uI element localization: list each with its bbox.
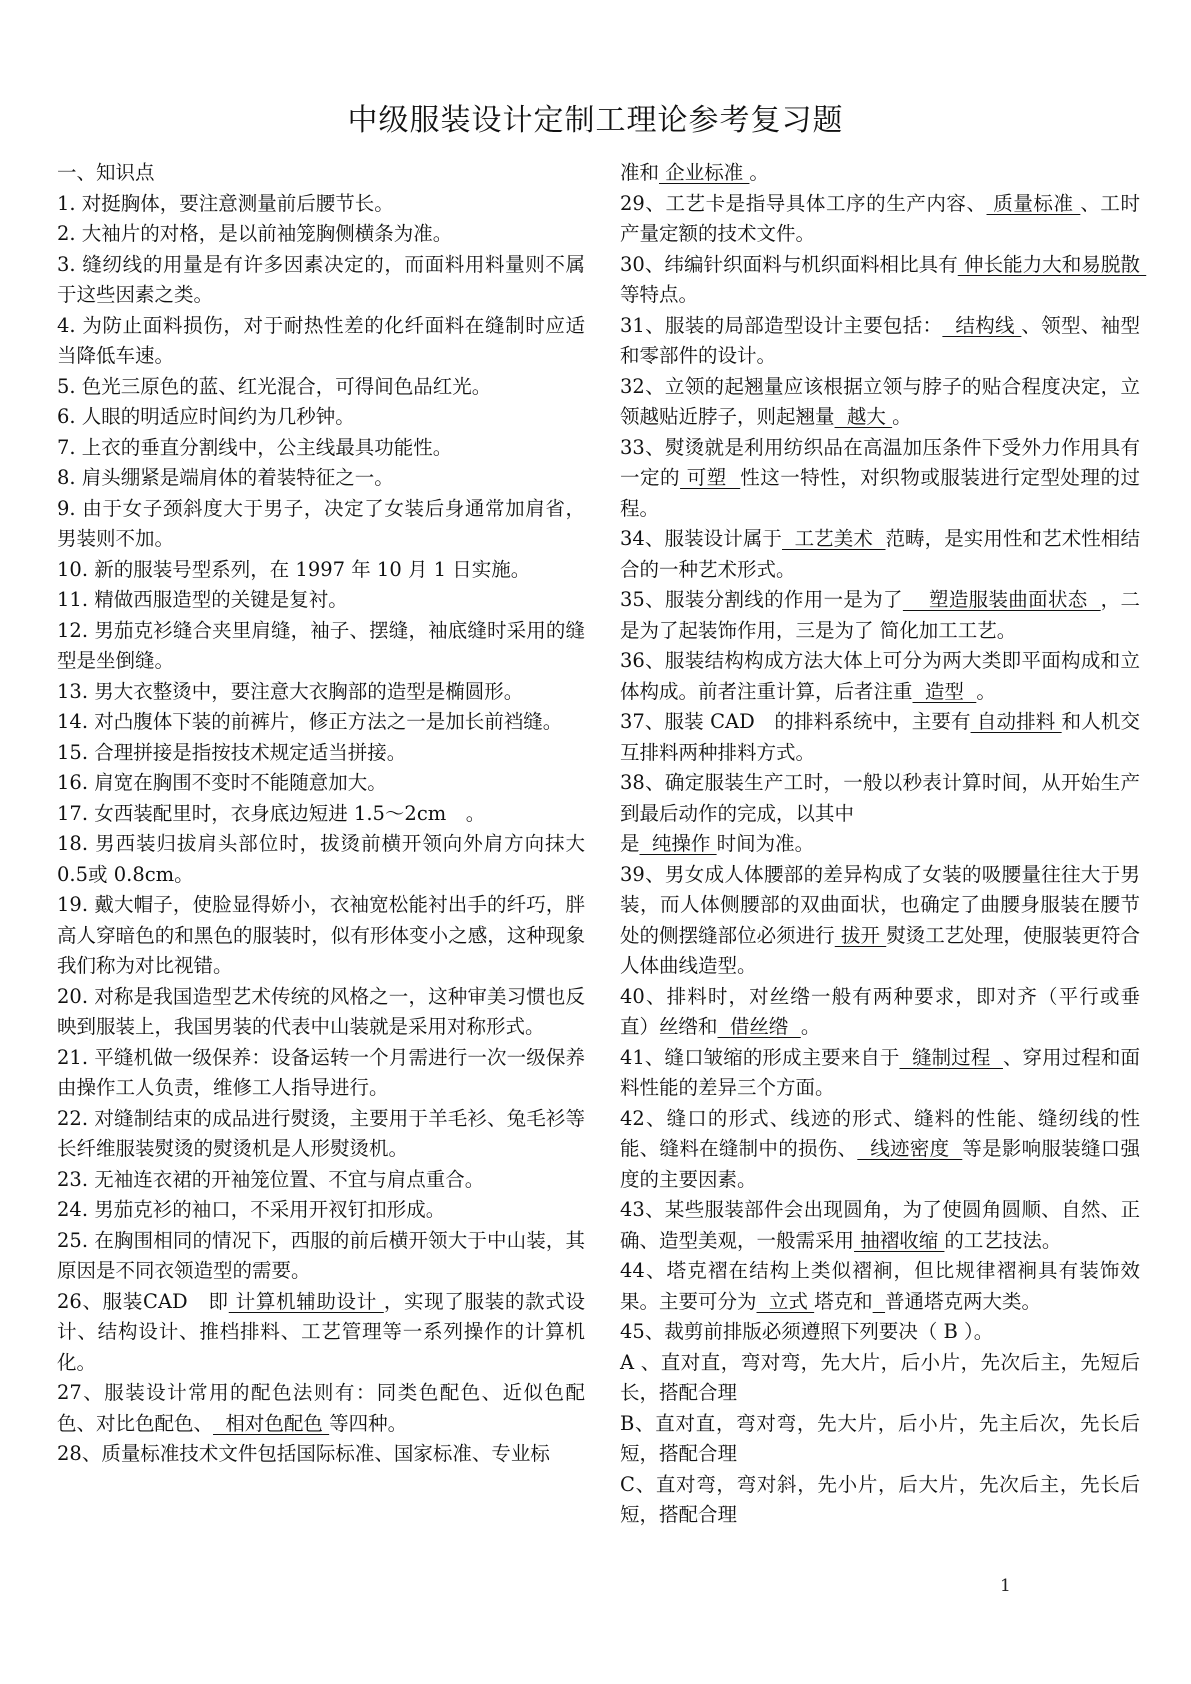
question-text: 等四种。 [329,1411,408,1435]
question-item [57,1439,585,1470]
question-item [57,433,585,464]
question-item [57,616,585,677]
question-item [620,1195,1140,1256]
answer-blank: 塑造服装曲面状态 [902,588,1101,611]
question-text: 熨烫工艺处理，使服装更符合人体曲线造型。 [620,923,1140,977]
question-item [57,463,585,494]
question-item [620,707,1140,768]
question-item [620,585,1140,646]
question-item [620,982,1140,1043]
question-text: 24. 男茄克衫的袖口，不采用开衩钉扣形成。 [57,1198,446,1221]
question-text: 45、裁剪前排版必须遵照下列要决（ B ）。 [620,1320,994,1343]
question-item [57,707,585,738]
question-text: 21. 平缝机做一级保养：设备运转一个月需进行一次一级保养由操作工人负责，维修工人指导进行。 [57,1045,585,1099]
question-text: 17. 女西装配里时，衣身底边短进 1.5～2cm 。 [57,801,486,825]
question-text: 16. 肩宽在胸围不变时不能随意加大。 [57,771,387,794]
question-text: 13. 男大衣整烫中，要注意大衣胸部的造型是椭圆形。 [57,679,524,703]
question-text: 32、立领的起翘量应该根据立领与脖子的贴合程度决定，立领越贴近脖子，则起翘量 [620,374,1140,428]
question-item [57,829,585,890]
question-text: 普通塔克两大类。 [885,1289,1042,1313]
question-text: 4. 为防止面料损伤，对于耐热性差的化纤面料在缝制时应适当降低车速。 [57,313,585,367]
question-text: 28、质量标准技术文件包括国际标准、国家标准、专业标 [57,1442,550,1465]
answer-blank: 可塑 [680,466,741,489]
question-text: 的工艺技法。 [944,1228,1062,1252]
question-item [57,372,585,403]
question-text: 41、缝口皱缩的形成主要来自于 [620,1045,900,1069]
answer-blank: 工艺美术 [782,527,886,550]
answer-blank: 线迹密度 [857,1137,963,1160]
question-item [620,158,1140,189]
question-item [57,1043,585,1104]
question-item [57,1226,585,1287]
question-text: 44、塔克褶在结构上类似褶裥，但比规律褶裥具有装饰效果。主要可分为 [620,1259,1140,1313]
question-text: 时间为准。 [716,832,815,855]
question-text: 。 [749,161,769,184]
left-column [57,158,585,1470]
question-text: 是 [620,832,640,855]
question-text: 34、服装设计属于 [620,527,782,550]
question-item [57,555,585,586]
answer-blank: 相对色配色 [213,1411,330,1435]
question-text: 10. 新的服装号型系列，在 1997 年 10 月 1 日实施。 [57,557,531,581]
question-item [57,585,585,616]
answer-blank: 借丝绺 [717,1015,801,1038]
question-text: 塔克和 [814,1289,873,1313]
question-item [620,646,1140,707]
question-text: 33、熨烫就是利用纺织品在高温加压条件下受外力作用具有一定的 [620,435,1140,489]
question-text: 43、某些服装部件会出现圆角，为了使圆角圆顺、自然、正确、造型美观，一般需采用 [620,1198,1140,1252]
question-text: 15. 合理拼接是指按技术规定适当拼接。 [57,740,407,764]
question-text: 3. 缝纫线的用量是有许多因素决定的，而面料用料量则不属于这些因素之类。 [57,252,585,306]
question-text: 18. 男西装归拔肩头部位时，拔烫前横开领向外肩方向抹大 0.5或 0.8cm。 [57,832,585,886]
question-item [57,219,585,250]
question-item [57,1378,585,1439]
question-item [57,494,585,555]
question-text: 20. 对称是我国造型艺术传统的风格之一，这种审美习惯也反映到服装上，我国男装的代表中山装就是采用对称形式。 [57,984,585,1038]
question-text: 等特点。 [620,283,699,306]
question-text: 。 [892,405,912,428]
question-item [57,1195,585,1226]
question-text: B、直对直，弯对弯，先大片，后小片，先主后次，先长后短，搭配合理 [620,1411,1140,1465]
question-text: 8. 肩头绷紧是端肩体的着装特征之一。 [57,466,394,489]
question-item [57,1287,585,1379]
right-column [620,158,1147,1531]
question-text: 36、服装结构构成方法大体上可分为两大类即平面构成和立体构成。前者注重计算，后者注重 [620,649,1140,703]
question-text: 39、男女成人体腰部的差异构成了女装的吸腰量往往大于男装，而人体侧腰部的双曲面状，也确定了曲腰身服装在腰节处的侧摆缝部位必须进行 [620,862,1140,947]
question-text: 准和 [620,161,660,184]
question-text: C、直对弯，弯对斜，先小片，后大片，先次后主，先长后短，搭配合理 [620,1472,1140,1526]
question-text: A 、直对直，弯对弯，先大片，后小片，先次后主，先短后长，搭配合理 [620,1350,1140,1404]
question-text: 25. 在胸围相同的情况下，西服的前后横开领大于中山装，其原因是不同衣领造型的需要。 [57,1228,585,1282]
question-item [620,189,1140,250]
question-item [57,738,585,769]
question-text: 42、缝口的形式、线迹的形式、缝料的性能、缝纫线的性能、缝料在缝制中的损伤、 [620,1106,1140,1160]
question-text: 23. 无袖连衣裙的开袖笼位置、不宜与肩点重合。 [57,1167,485,1191]
question-item [620,768,1140,829]
question-item [620,433,1140,525]
question-text: 9. 由于女子颈斜度大于男子，决定了女装后身通常加肩省，男装则不加。 [57,496,585,550]
question-text: 30、纬编针织面料与机织面料相比具有 [620,252,958,276]
question-item [57,1104,585,1165]
question-item [57,982,585,1043]
question-text: 37、服装 CAD 的排料系统中，主要有 [620,710,971,733]
question-text: 31、服装的局部造型设计主要包括： [620,313,943,337]
question-item [620,1104,1140,1196]
question-text: 22. 对缝制结束的成品进行熨烫，主要用于羊毛衫、兔毛衫等长纤维服装熨烫的熨烫机是人形熨烫机。 [57,1106,585,1160]
question-text: 、穿用过程和面料性能的差异三个方面。 [620,1045,1140,1099]
answer-blank: 立式 [756,1289,815,1313]
question-text: 性这一特性，对织物或服装进行定型处理的过程。 [620,466,1140,520]
question-text: 和人机交互排料两种排料方式。 [620,710,1140,764]
question-text: 1. 对挺胸体，要注意测量前后腰节长。 [57,191,394,215]
question-text: 27、服装设计常用的配色法则有：同类色配色、近似色配色、对比色配色、 [57,1381,585,1435]
answer-blank: 企业标准 [659,161,750,184]
question-text: 等是影响服装缝口强度的主要因素。 [620,1137,1140,1191]
question-item [620,311,1140,372]
answer-blank: 质量标准 [986,191,1081,215]
question-item [57,158,585,189]
question-text: 一、知识点 [57,161,155,184]
question-text: 11. 精做西服造型的关键是复衬。 [57,588,348,611]
question-item [620,250,1147,311]
question-text: 。 [800,1015,821,1038]
question-text: 19. 戴大帽子，使脸显得娇小，衣袖宽松能衬出手的纤巧，胖高人穿暗色的和黑色的服装时，似有形体变小之感，这种现象我们称为对比视错。 [57,893,585,977]
answer-blank: 抽褶收缩 [854,1228,945,1252]
question-item [620,1317,1140,1348]
question-item [57,189,585,220]
question-text: 。 [976,679,996,703]
answer-blank: 结构线 [942,313,1022,337]
answer-blank: 纯操作 [639,832,717,855]
question-text: 7. 上衣的垂直分割线中，公主线最具功能性。 [57,435,453,459]
answer-blank: 计算机辅助设计 [228,1289,384,1313]
answer-blank: 自动排料 [970,710,1062,733]
answer-blank: 拔开 [834,923,887,947]
document-title: 中级服装设计定制工理论参考复习题 [347,103,844,138]
page-number: 1 [1000,1576,1011,1596]
question-text: ，二是为了起装饰作用，三是为了 简化加工工艺。 [620,588,1140,642]
question-text: 、领型、袖型和零部件的设计。 [620,313,1140,367]
question-text: 5. 色光三原色的蓝、红光混合，可得间色品红光。 [57,374,492,398]
answer-blank: 造型 [912,679,977,703]
question-item [57,1165,585,1196]
question-text: 29、工艺卡是指导具体工序的生产内容、 [620,191,987,215]
question-item [620,1256,1140,1317]
question-text: ，实现了服装的款式设计、结构设计、推档排料、工艺管理等一系列操作的计算机化。 [57,1289,585,1374]
question-item [620,372,1140,433]
question-item [620,1348,1140,1409]
question-item [57,250,585,311]
question-text: 6. 人眼的明适应时间约为几秒钟。 [57,405,355,428]
question-item [620,829,1140,860]
question-text: 14. 对凸腹体下装的前裤片，修正方法之一是加长前裆缝。 [57,710,563,733]
question-text: 、工时产量定额的技术文件。 [620,191,1140,245]
question-item [620,1409,1140,1470]
question-item [57,768,585,799]
question-text: 35、服装分割线的作用一是为了 [620,588,903,611]
question-text: 12. 男茄克衫缝合夹里肩缝，袖子、摆缝，袖底缝时采用的缝型是坐倒缝。 [57,618,585,672]
answer-blank [873,1290,885,1313]
question-text: 26、服装CAD 即 [57,1289,229,1313]
question-item [57,402,585,433]
question-text: 40、排料时，对丝绺一般有两种要求，即对齐（平行或垂直）丝绺和 [620,984,1140,1038]
answer-blank: 伸长能力大和易脱散 [957,252,1147,276]
question-text: 范畴，是实用性和艺术性相结合的一种艺术形式。 [620,527,1140,581]
answer-blank: 缝制过程 [899,1045,1003,1069]
question-item [620,524,1140,585]
question-text: 2. 大袖片的对格，是以前袖笼胸侧横条为准。 [57,222,453,245]
question-item [57,890,585,982]
question-item [57,799,585,830]
question-item [620,1470,1140,1531]
question-item [620,1043,1140,1104]
question-item [57,677,585,708]
question-item [57,311,585,372]
question-text: 38、确定服装生产工时，一般以秒表计算时间，从开始生产到最后动作的完成，以其中 [620,771,1140,825]
answer-blank: 越大 [834,405,893,428]
question-item [620,860,1140,982]
